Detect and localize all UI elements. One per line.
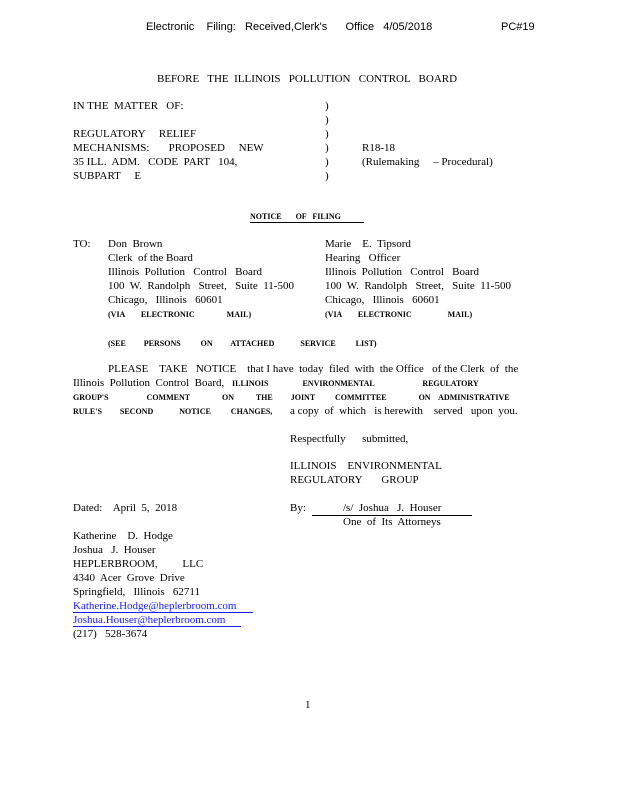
body-line: Illinois Pollution Control Board,	[73, 377, 225, 389]
caption-paren: )	[325, 170, 329, 182]
board-title: BEFORE THE ILLINOIS POLLUTION CONTROL BOARD	[157, 73, 458, 85]
by-label: By:	[290, 502, 306, 514]
docket-type: (Rulemaking – Procedural)	[362, 156, 493, 168]
filing-stamp: Electronic Filing: Received,Clerk's Office 4/05/2018	[146, 21, 433, 33]
caption-paren: )	[325, 156, 329, 168]
counsel-line: Springfield, Illinois 62711	[73, 586, 201, 598]
phone: (217) 528-3674	[73, 628, 148, 640]
signer-org: ILLINOIS ENVIRONMENTAL	[290, 460, 442, 472]
counsel-line: 4340 Acer Grove Drive	[73, 572, 185, 584]
counsel-line: Joshua J. Houser	[73, 544, 156, 556]
body-line-bold: RULE'S SECOND NOTICE CHANGES,	[73, 407, 273, 416]
body-line-bold: GROUP'S COMMENT ON THE JOINT COMMITTEE ON ADMINISTRATIVE	[73, 393, 510, 402]
body-line-bold: ILLINOIS ENVIRONMENTAL REGULATORY	[232, 379, 479, 388]
to-label: TO:	[73, 238, 91, 250]
recipient-right-via: (VIA ELECTRONIC MAIL)	[325, 310, 473, 319]
counsel-line: HEPLERBROOM, LLC	[73, 558, 204, 570]
closing: Respectfully submitted,	[290, 433, 409, 445]
email-underline	[73, 612, 253, 613]
signer-org: REGULATORY GROUP	[290, 474, 419, 486]
body-line: PLEASE TAKE NOTICE that I have today filed with the Office of the Clerk of the	[108, 363, 519, 375]
recipient-left-line: Don Brown	[108, 238, 163, 250]
recipient-right-line: Hearing Officer	[325, 252, 401, 264]
caption-paren: )	[325, 142, 329, 154]
signature: /s/ Joshua J. Houser	[343, 502, 442, 514]
dated: Dated: April 5, 2018	[73, 502, 178, 514]
recipient-right-line: Chicago, Illinois 60601	[325, 294, 440, 306]
recipient-left-line: Illinois Pollution Control Board	[108, 266, 263, 278]
pc-number: PC#19	[501, 21, 535, 33]
page-number: 1	[305, 699, 311, 711]
recipient-right-line: 100 W. Randolph Street, Suite 11-500	[325, 280, 511, 292]
body-line: a copy of which is herewith served upon you.	[290, 405, 518, 417]
caption-line: REGULATORY RELIEF	[73, 128, 197, 140]
attorney-role: One of Its Attorneys	[343, 516, 441, 528]
recipient-left-via: (VIA ELECTRONIC MAIL)	[108, 310, 252, 319]
recipient-left-line: Clerk of the Board	[108, 252, 193, 264]
recipient-right-line: Marie E. Tipsord	[325, 238, 411, 250]
caption-line: MECHANISMS: PROPOSED NEW	[73, 142, 264, 154]
caption-paren: )	[325, 100, 329, 112]
email-link-houser[interactable]: Joshua.Houser@heplerbroom.com	[73, 614, 226, 626]
email-underline	[73, 626, 241, 627]
notice-heading-underline	[250, 222, 364, 223]
caption-paren: )	[325, 114, 329, 126]
service-list-note: (SEE PERSONS ON ATTACHED SERVICE LIST)	[108, 339, 377, 348]
docket-number: R18-18	[362, 142, 395, 154]
recipient-left-line: 100 W. Randolph Street, Suite 11-500	[108, 280, 294, 292]
caption-paren: )	[325, 128, 329, 140]
recipient-left-line: Chicago, Illinois 60601	[108, 294, 223, 306]
notice-heading: NOTICE OF FILING	[250, 212, 341, 221]
counsel-line: Katherine D. Hodge	[73, 530, 173, 542]
email-link-hodge[interactable]: Katherine.Hodge@heplerbroom.com	[73, 600, 237, 612]
caption-line: SUBPART E	[73, 170, 142, 182]
recipient-right-line: Illinois Pollution Control Board	[325, 266, 480, 278]
caption-line: 35 ILL. ADM. CODE PART 104,	[73, 156, 238, 168]
caption-in-the-matter: IN THE MATTER OF:	[73, 100, 184, 112]
